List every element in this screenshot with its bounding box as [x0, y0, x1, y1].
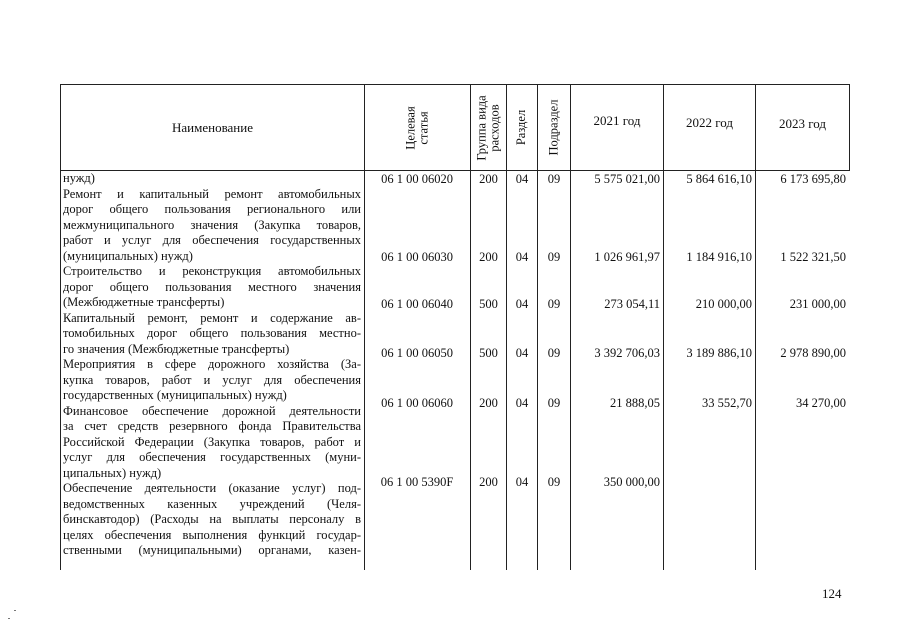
cell-2022: 33 552,70 — [702, 396, 752, 410]
scan-speck — [14, 610, 16, 611]
cell-target-article: 06 1 00 06040 — [381, 297, 453, 311]
cell-2021: 21 888,05 — [610, 396, 660, 410]
cell-subsection: 09 — [547, 250, 561, 264]
name-line: услуг для обеспечения государственных (муни- — [63, 450, 361, 464]
name-line: бинскавтодор) (Расходы на выплаты персоналу в — [63, 512, 361, 526]
header-target-article — [365, 85, 470, 170]
cell-target-article: 06 1 00 06050 — [381, 346, 453, 360]
cell-2021: 5 575 021,00 — [594, 172, 660, 186]
header-2023-text: 2023 год — [779, 116, 826, 131]
header-name-text: Наименование — [172, 119, 253, 135]
name-line: нужд) — [63, 171, 95, 185]
name-line: ведомственных казенных учреждений (Челя- — [63, 496, 361, 511]
header-target-article-line2: статья — [416, 110, 431, 145]
cell-2023: 6 173 695,80 — [780, 172, 846, 186]
name-line: целях обеспечения выполнения функций государ- — [63, 527, 361, 542]
cell-target-article: 06 1 00 06060 — [381, 396, 453, 410]
header-2022-text: 2022 год — [686, 115, 733, 130]
header-subsection — [538, 85, 570, 170]
cell-2021: 3 392 706,03 — [594, 346, 660, 360]
cell-target-article: 06 1 00 5390F — [380, 475, 454, 489]
cell-subsection: 09 — [547, 475, 561, 489]
name-line: работ и услуг для обеспечения государственных — [63, 233, 361, 247]
name-line: ственными (муниципальными) органами, казен- — [63, 543, 361, 557]
name-column-text — [63, 171, 361, 559]
cell-expense-group: 500 — [479, 297, 498, 311]
cell-target-article: 06 1 00 06020 — [381, 172, 453, 186]
cell-2022: 5 864 616,10 — [686, 172, 752, 186]
cell-section: 04 — [515, 396, 529, 410]
cell-target-article: 06 1 00 06030 — [381, 250, 453, 264]
cell-expense-group: 200 — [479, 396, 498, 410]
header-expense-group-text — [476, 95, 502, 160]
name-line: (муниципальных) нужд) — [63, 248, 193, 263]
name-line: Обеспечение деятельности (оказание услуг) под- — [63, 481, 361, 495]
header-section-text: Раздел — [514, 109, 529, 146]
name-line: за счет средств резервного фонда Правительства — [63, 419, 361, 433]
header-expense-group-line1: Группа вида — [474, 94, 489, 161]
cell-2021: 273 054,11 — [604, 297, 660, 311]
name-line: купка товаров, работ и услуг для обеспечения — [63, 372, 361, 387]
header-expense-group — [471, 85, 506, 170]
cell-section: 04 — [515, 475, 529, 489]
name-line: Мероприятия в сфере дорожного хозяйства (За- — [63, 357, 361, 371]
cell-2021: 350 000,00 — [603, 475, 660, 489]
name-line: Ремонт и капитальный ремонт автомобильных — [63, 186, 361, 201]
cell-expense-group: 200 — [479, 250, 498, 264]
name-line: го значения (Межбюджетные трансферты) — [63, 341, 290, 356]
header-2021 — [571, 85, 663, 170]
header-target-article-line1: Целевая — [403, 105, 418, 150]
cell-section: 04 — [515, 250, 529, 264]
name-line: дорог общего пользования местного значения — [63, 279, 361, 294]
scan-speck — [8, 618, 10, 619]
cell-2023: 2 978 890,00 — [780, 346, 846, 360]
cell-2023: 1 522 321,50 — [780, 250, 846, 264]
cell-subsection: 09 — [547, 346, 561, 360]
cell-subsection: 09 — [547, 172, 561, 186]
cell-subsection: 09 — [547, 396, 561, 410]
header-name — [61, 85, 364, 170]
name-line: государственных (муниципальных) нужд) — [63, 388, 287, 402]
header-2021-text: 2021 год — [593, 113, 641, 128]
name-line: межмуниципального значения (Закупка товаров, — [63, 217, 361, 232]
page-number: 124 — [822, 586, 842, 601]
name-line: томобильных дорог общего пользования местно- — [63, 326, 361, 340]
cell-expense-group: 200 — [479, 475, 498, 489]
name-line: Строительство и реконструкция автомобильных — [63, 264, 361, 278]
header-target-article-text — [405, 106, 431, 149]
cell-2022: 210 000,00 — [695, 297, 752, 311]
name-line: (Межбюджетные трансферты) — [63, 295, 225, 309]
name-line: Финансовое обеспечение дорожной деятельности — [63, 403, 361, 418]
header-subsection-text: Подраздел — [546, 99, 561, 156]
cell-section: 04 — [515, 297, 529, 311]
name-line: дорог общего пользования регионального или — [63, 202, 361, 216]
cell-expense-group: 200 — [479, 172, 498, 186]
header-2022 — [664, 85, 755, 170]
cell-2023: 34 270,00 — [796, 396, 846, 410]
cell-subsection: 09 — [547, 297, 561, 311]
header-section — [507, 85, 537, 170]
cell-2022: 3 189 886,10 — [686, 346, 752, 360]
table-right-border — [849, 84, 850, 171]
header-expense-group-line2: расходов — [487, 103, 502, 152]
cell-expense-group: 500 — [479, 346, 498, 360]
cell-section: 04 — [515, 346, 529, 360]
header-2023 — [756, 85, 849, 170]
cell-section: 04 — [515, 172, 529, 186]
name-line: Капитальный ремонт, ремонт и содержание ав- — [63, 310, 361, 325]
name-line: Российской Федерации (Закупка товаров, работ и — [63, 434, 361, 449]
cell-2022: 1 184 916,10 — [686, 250, 752, 264]
cell-2023: 231 000,00 — [789, 297, 846, 311]
cell-2021: 1 026 961,97 — [594, 250, 660, 264]
name-line: ципальных) нужд) — [63, 465, 162, 480]
